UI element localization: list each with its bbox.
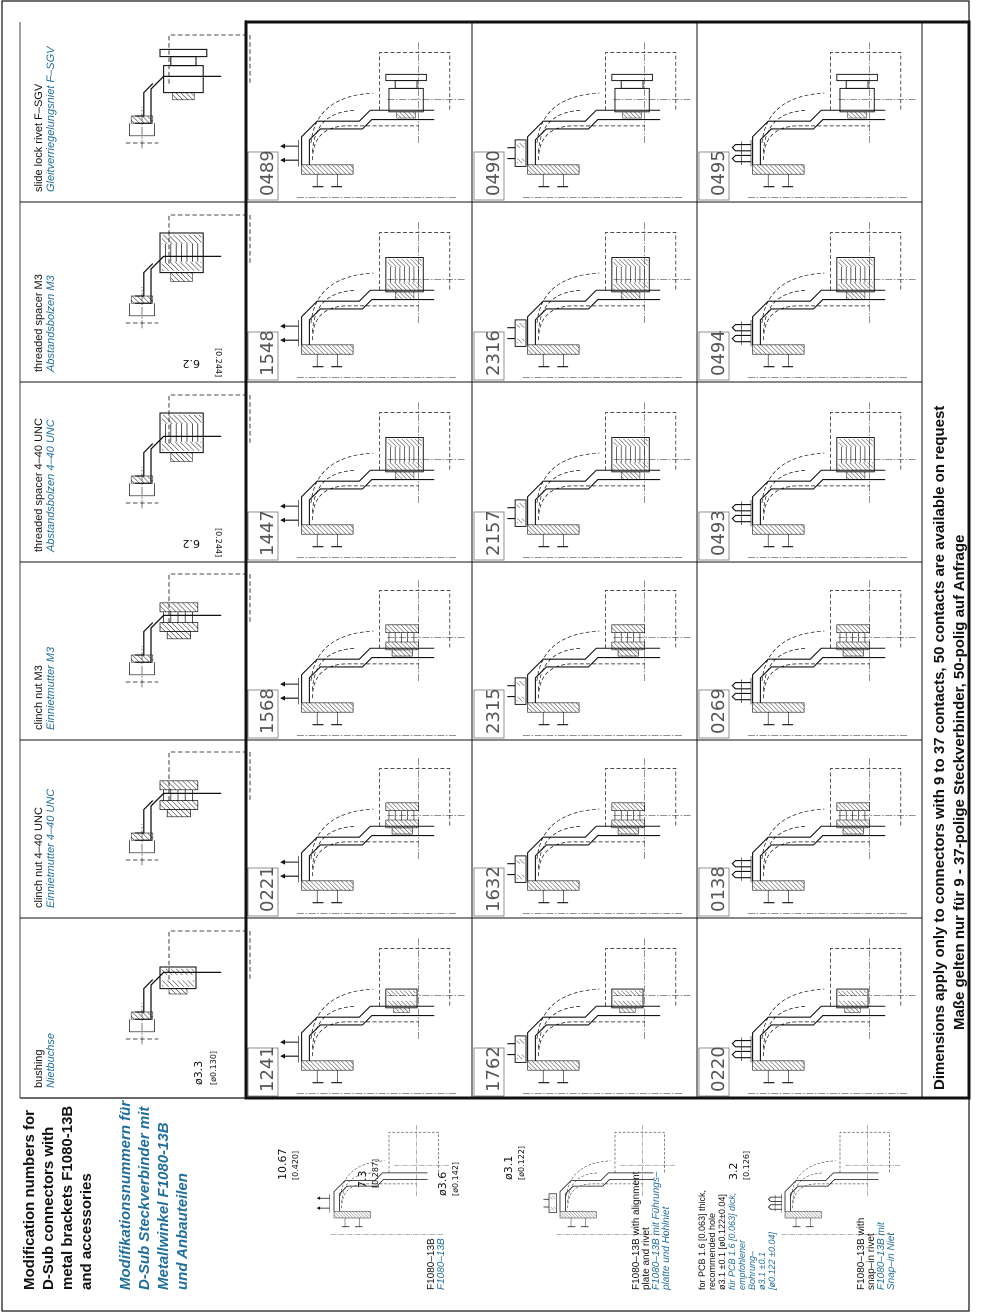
fitting-name: clinch nut M3 [33,665,45,730]
mod-drawing [732,580,916,736]
mod-number: 0490 [483,150,504,196]
mod-cell [474,758,691,916]
fitting-pictogram [126,574,250,687]
fitting-name: clinch nut 4–40 UNC [33,807,45,908]
mod-drawing [507,758,691,914]
mod-drawing [732,758,916,914]
variant-label-de: F1080–13B mit [876,1222,887,1290]
variant-label: F1080–13B [426,1238,437,1290]
title-de-line-4: und Anbauteilen [174,1173,191,1290]
mod-cell [474,402,691,560]
fitting-header-3 [33,574,250,730]
footer-line-1: Dimensions apply only to connectors with 9 to 37 contacts, 50 contacts are available on request [931,405,948,1090]
mod-number: 1447 [257,510,278,556]
mod-drawing [732,222,916,378]
pcb-note-de: [ø0.122 ±0.04] [767,1232,777,1290]
footer-line-2: Maße gelten nur für 9 - 37-polige Steckverbinder, 50-polig auf Anfrage [951,534,968,1030]
spacer-m3-dim: 6.2 [182,357,200,370]
pcb-note: for PCB 1.6 [0.063] thick, [697,1189,707,1290]
mod-drawing [507,222,691,378]
variant-dim-inch: [0.420] [291,1150,300,1180]
bushing-dim: ø3.3 [192,1060,205,1085]
variant-label-de: Snap–in Niet [886,1232,897,1290]
mod-drawing [507,938,691,1094]
mod-drawing [281,42,465,198]
mod-drawing [507,580,691,736]
fitting-name: threaded spacer M3 [33,274,45,372]
mod-number: 0494 [708,330,729,376]
mod-cell [248,402,465,560]
mod-cell [699,938,916,1096]
variant-dim-inch: [ø0.142] [451,1161,460,1196]
mod-number: 1568 [257,688,278,734]
fitting-pictogram [126,752,250,865]
modification-grid [20,22,969,1098]
fitting-pictogram [126,215,250,328]
mod-drawing [732,938,916,1094]
mod-cell [474,580,691,738]
mod-number: 0495 [708,150,729,196]
mod-number: 0138 [708,866,729,912]
mod-number: 0269 [708,688,729,734]
title-block [21,1097,191,1290]
mod-cell [248,42,465,200]
title-de-line-2: D-Sub Steckverbinder mit [136,1106,153,1290]
mod-drawing [507,42,691,198]
variant-dim: ø3.6 [436,1171,449,1196]
title-line-3: metal brackets F1080-13B [59,1105,76,1290]
title-de-line-3: Metallwinkel F1080-13B [155,1122,172,1290]
mod-number: 0493 [708,510,729,556]
mod-cell [474,42,691,200]
mod-drawing [732,42,916,198]
fitting-name: slide lock rivet F–SGV [33,83,45,192]
mod-cell [699,758,916,916]
variant-label: snap–in rivet [866,1233,877,1290]
mod-number: 0220 [708,1046,729,1092]
svg-text:Modification numbers for [21,1102,95,1290]
variant-dim: ø3.1 [502,1155,515,1180]
mod-number: 1632 [483,866,504,912]
variant-label: F1080–13B with alignment [631,1171,642,1290]
bracket-variant-3 [697,1125,901,1292]
bushing-dim-inch: [ø0.130] [209,1050,218,1085]
spacer-unc-dim: 6.2 [182,537,200,550]
fitting-name: bushing [33,1049,45,1088]
footer-note [931,406,968,1090]
mod-drawing [281,938,465,1094]
pcb-note: ø3.1 ±0.1 [ø0.122±0.04] [717,1194,727,1290]
variant-dim: 7.3 [356,1170,369,1188]
mod-number: 2316 [483,330,504,376]
pcb-note-de: Bohrung– [747,1250,757,1290]
variant-label: plate and rivet [641,1227,652,1290]
mod-cell [699,580,916,738]
title-line-4: and accessories [78,1173,95,1290]
mod-number: 1762 [483,1046,504,1092]
mod-drawing [281,580,465,736]
title-line-1: Modification numbers for [21,1110,38,1290]
variant-dim-inch: [0.287] [371,1158,380,1188]
pcb-note-de: für PCB 1.6 [0.063] dick, [727,1192,737,1290]
mod-cell [699,42,916,200]
bracket-variant-column [276,1125,901,1292]
mod-number: 0489 [257,150,278,196]
fitting-name-de: Abstandsbolzen M3 [45,275,57,372]
variant-label: F1080–13B with [856,1217,867,1290]
mod-cell [474,938,691,1096]
variant-dim-inch: [0.126] [742,1150,751,1180]
bracket-variant-1 [276,1125,460,1291]
mod-drawing [281,402,465,558]
variant-bracket-drawing [318,1125,450,1235]
mod-drawing [732,402,916,558]
fitting-header-6 [33,35,250,192]
mod-drawing [281,758,465,914]
fitting-header-2 [33,752,250,908]
mod-number: 1241 [257,1046,278,1092]
fitting-pictogram [126,931,250,1044]
mod-cell [248,758,465,916]
pcb-note-de: ø3.1 ±0.1 [757,1252,767,1290]
variant-label-de: F1080–13B [436,1238,447,1290]
bracket-variant-2 [502,1125,676,1292]
pcb-note-de: empfohlener [737,1239,747,1290]
variant-dim: 10.67 [276,1148,289,1180]
mod-cell [474,222,691,380]
fitting-name-de: Gleitverriegelungsniet F–SGV [45,46,57,192]
mod-number: 2157 [483,510,504,556]
mod-drawing [281,222,465,378]
fitting-name-de: Einnietmutter 4–40 UNC [45,788,57,908]
mod-cell [699,222,916,380]
svg-text:Modifikationsnummern für [117,1097,191,1290]
variant-dim: 3.2 [727,1162,740,1180]
mod-number: 1548 [257,330,278,376]
fitting-name-de: Abstandsbolzen 4–40 UNC [45,419,57,552]
fitting-name: threaded spacer 4–40 UNC [33,418,45,552]
fitting-pictogram [126,35,250,148]
fitting-name-de: Nietbuchse [45,1032,57,1088]
mod-cell [699,402,916,560]
variant-label-de: platte und Hohlniet [661,1206,672,1290]
variant-label-de: F1080–13B mit Führungs– [651,1171,662,1290]
mod-cell [248,580,465,738]
fitting-pictogram [126,395,250,508]
fitting-name-de: Einnietmutter M3 [45,646,57,730]
variant-dim-inch: [ø0.122] [517,1145,526,1180]
title-line-2: D-Sub connectors with [40,1126,57,1290]
spacer-m3-dim-inch: [0.244] [214,348,223,378]
mod-cell [248,938,465,1096]
mod-cell [248,222,465,380]
variant-bracket-drawing [769,1125,901,1235]
pcb-note: recommended hole [707,1212,717,1290]
title-de-line-1: Modifikationsnummern für [117,1100,134,1290]
mod-drawing [507,402,691,558]
spacer-unc-dim-inch: [0.244] [214,528,223,558]
mod-number: 0221 [257,866,278,912]
mod-number: 2315 [483,688,504,734]
